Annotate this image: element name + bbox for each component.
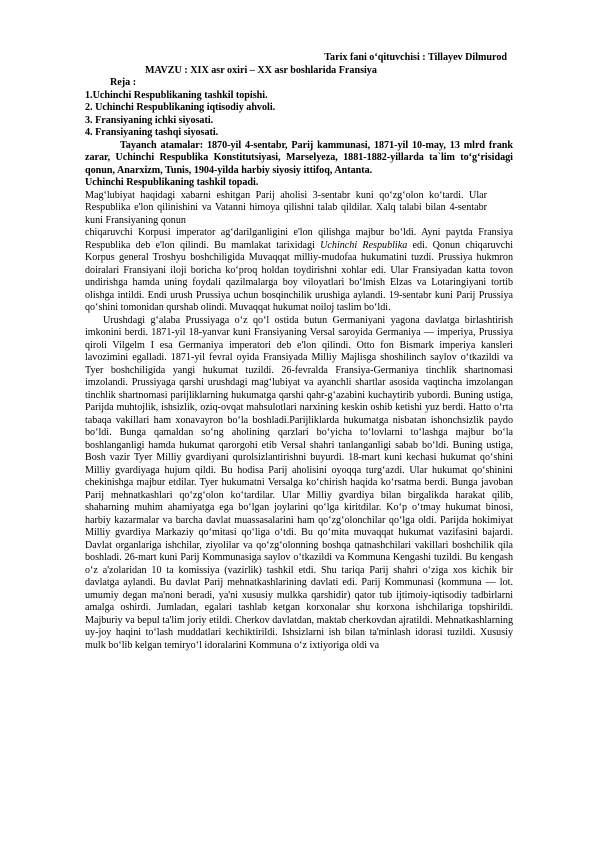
plan-item: 1.Uchinchi Respublikaning tashkil topishi. <box>85 89 268 101</box>
body-paragraph-2: Urushdagi g‘alaba Prussiyaga o‘z qo‘l ostida butun Germaniyani yagona davlatga birlashtirish imkonini berdi. 1871-yil 18-yanvar kuni Fransiyaning Versal saroyida Germaniya — imperiya, Prussiya qiroli Vilgelm I esa Germaniya imperatori deb e'lon qilindi. Otto fon Bismark imperiya kansleri lavozimini egalladi. 1871-yil fevral oyida Fransiyada Milliy Majlisga shoshilinch saylov o‘tkazildi va Tyer boshchiligida yangi hukumat tuzildi. 26-fevralda Fransiya-Germaniya tinchlik shartnomasi imzolandi. Prussiyaga qarshi urushdagi mag‘lubiyat va ayanchli shartlar asosida vaqtincha imzolangan tinchlik shartnomasi parijliklarning hukumatga qarshi qahr-g‘azabini kuchaytirib yubordi. Buning ustiga, Parijda muhtojlik, ishsizlik, oziq-ovqat mahsulotlari narxining keskin oshib ketishi yuz berdi. Hatto o‘rta tabaqa vakillari ham xonavayron bo‘la boshladi.Parijliklarda hukumatga nisbatan ishonchsizlik paydo bo‘ldi. Bunga qamaldan so‘ng aholining qarzlari bo‘yicha to‘lovlarni to‘lashga majbur bo‘la boshlanganligi hamda hukumat qarorgohi etib Versal shahri tanlanganligi sabab bo‘ldi. Buning ustiga, Bosh vazir Tyer Milliy gvardiyani qurolsizlantirishni buyurdi. 18-mart kuni kechasi hukumat qo‘shini Milliy gvardiyaga hujum qildi. Bu hodisa Parij aholisini oyoqqa turg‘azdi. Ular hukumat qo‘shinini chekinishga majbur etdilar. Tyer hukumatni Versalga ko‘chirish haqida ko‘rsatma berdi. Bunga javoban Parij mehnatkashlari qo‘zg‘olon ko‘tardilar. Ular Milliy gvardiya bilan birgalikda harakat qilib, shaharning muhim ahamiyatga ega bo‘lgan joylarini qo‘lga kiritdilar. Ko‘p o‘tmay hukumat binosi, harbiy kazarmalar va barcha davlat muassasalarini ham qo‘zg‘olonchilar qo‘lga oldi. Parijda hokimiyat Milliy gvardiya Markaziy qo‘mitasi qo‘liga o‘tdi. Bu qo‘mita muvaqqat hukumat vazifasini bajardi. Davlat organlariga ishchilar, ziyolilar va qo‘zg‘olonning boshqa qatnashchilari vakillari boshchilik qila boshladi. 26-mart kuni Parij Kommunasiga saylov o‘tkazildi va Kommuna Kengashi tuzildi. Bu kengash o‘z a'zolaridan 10 ta komissiya (vazirlik) tashkil etdi. Shu tariqa Parij shahri o‘ziga xos kichik bir davlatga aylandi. Bu davlat Parij mehnatkashlarining davlati edi. Parij Kommunasi (kommuna — lot. umumiy degan ma'noni beradi, ya'ni xususiy mulkka qarshidir) qator tub ijtimoiy-iqtisodiy tadbirlarni amalga oshirdi. Jumladan, egalari tashlab ketgan korxonalar shu korxona ishchilariga topshirildi. Majburiy va bepul ta'lim joriy etildi. Cherkov davlatdan, maktab cherkovdan ajratildi. Mehnatkashlarning uy-joy haqini to‘lash muddatlari kechiktirildi. Ishsizlarni ish bilan ta'minlash idorasi tuzildi. Xususiy mulk bo‘lib kelgan temiryo‘l idoralarini Kommuna o‘z ixtiyoriga oldi va <box>85 314 513 651</box>
topic-title: MAVZU : XIX asr oxiri – XX asr boshlarida Fransiya <box>145 64 377 76</box>
teacher-line: Tarix fani o‘qituvchisi : Tillayev Dilmurod <box>324 52 507 63</box>
paragraph-text: edi. Qonun chiqaruvchi Korpus general Troshyu boshchiligida Muvaqqat milliy-mudofaa hukumatini tuzdi. Prussiya hukmron doiralari Fransiyani iloji boricha ko‘proq holdan toydirishni xohlar edi. Ular Fransiyadan katta tovon undirishga hamda uning foydali qazilmalarga boy viloyatlari bo‘lmish Elzas va Lotaringiyani tortib olishga intildi. Endi urush Prussiya uchun bosqinchilik urushiga aylandi. 19-sentabr kuni Parij Prussiya qo‘shini tomonidan qurshab olindi. Muvaqqat hukumat noiloj taslim bo‘ldi. <box>85 239 513 313</box>
intro-paragraph: Mag‘lubiyat haqidagi xabarni eshitgan Parij aholisi 3-sentabr kuni qo‘zg‘olon ko‘tardi. Ular Respublika e'lon qilinishini va Vatanni himoya qilishni talab qildilar. Xalq talabi bilan 4-sentabr kuni Fransiyaning qonun <box>85 189 487 226</box>
section-heading: Uchinchi Respublikaning tashkil topadi. <box>85 177 259 188</box>
italic-term: Uchinchi Respublika <box>320 239 408 251</box>
key-terms: Tayanch atamalar: 1870-yil 4-sentabr, Parij kammunasi, 1871-yil 10-may, 13 mlrd frank zarar, Uchinchi Respublika Konstitutsiyasi, Marselyeza, 1881-1882-yillarda ta`lim to‘g‘risidagi qonun, Anarxizm, Tunis, 1904-yilda harbiy siyosiy ittifoq, Antanta. <box>85 139 513 176</box>
plan-item: 2. Uchinchi Respublikaning iqtisodiy ahvoli. <box>85 102 276 113</box>
paragraph-text: chiqaruvchi Korpusi imperator ag‘darilganligini e'lon qilishga majbur bo‘ldi. Ayni paytda Fransiya Respublika deb e'lon qilindi. Bu mamlakat tarixidagi <box>85 227 513 251</box>
plan-item: 3. Fransiyaning ichki siyosati. <box>85 114 214 126</box>
plan-item: 4. Fransiyaning tashqi siyosati. <box>85 127 219 138</box>
plan-title: Reja : <box>110 77 137 88</box>
document-page <box>85 52 513 652</box>
body-paragraph-1 <box>85 227 513 315</box>
